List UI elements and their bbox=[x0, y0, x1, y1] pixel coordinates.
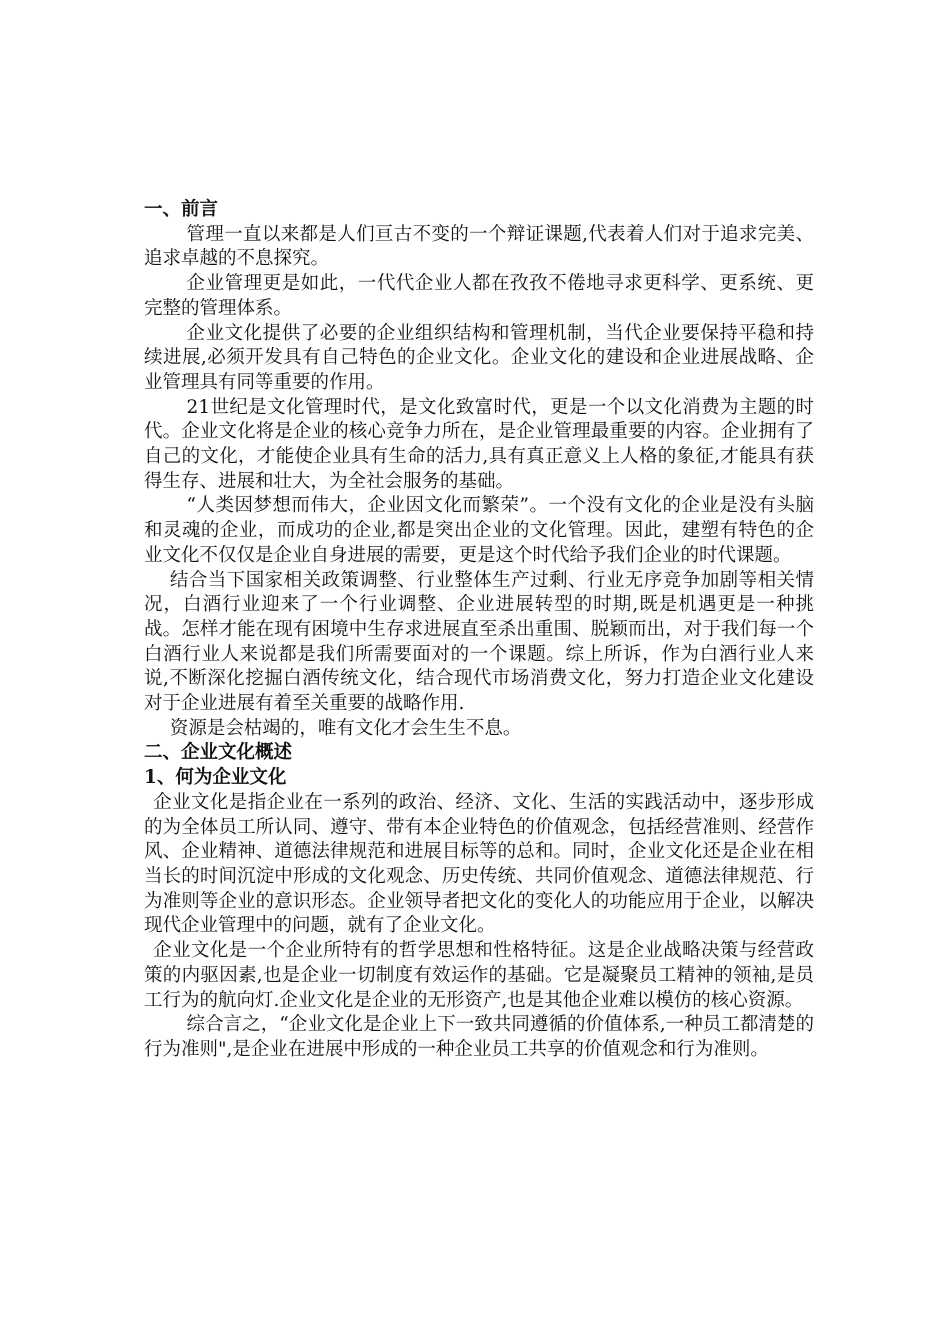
paragraph: 综合言之，“企业文化是企业上下一致共同遵循的价值体系,一种员工都清楚的行为准则",是企业在进展中形成的一种企业员工共享的价值观念和行为准则。 bbox=[144, 1014, 814, 1060]
paragraph: 管理一直以来都是人们亘古不变的一个辩证课题,代表着人们对于追求完美、追求卓越的不息探究。 bbox=[144, 223, 814, 270]
document-page bbox=[144, 198, 814, 1063]
paragraph: “人类因梦想而伟大，企业因文化而繁荣”。一个没有文化的企业是没有头脑和灵魂的企业，而成功的企业,都是突出企业的文化管理。因此，建塑有特色的企业文化不仅仅是企业自身进展的需要，更是这个时代给予我们企业的时代课题。 bbox=[144, 495, 814, 566]
section-heading-overview: 二、企业文化概述 bbox=[144, 742, 293, 764]
paragraph: 结合当下国家相关政策调整、行业整体生产过剩、行业无序竞争加剧等相关情况，白酒行业迎来了一个行业调整、企业进展转型的时期,既是机遇更是一种挑战。怎样才能在现有困境中生存求进展直至杀出重围、脱颖而出，对于我们每一个白酒行业人来说都是我们所需要面对的一个课题。综上所诉，作为白酒行业人来说,不断深化挖掘白酒传统文化，结合现代市场消费文化，努力打造企业文化建设对于企业进展有着至关重要的战略作用. bbox=[144, 569, 814, 715]
paragraph: 企业文化是一个企业所特有的哲学思想和性格特征。这是企业战略决策与经营政策的内驱因素,也是企业一切制度有效运作的基础。它是凝聚员工精神的领袖,是员工行为的航向灯.企业文化是企业的无形资产,也是其他企业难以模仿的核心资源。 bbox=[144, 940, 814, 1011]
paragraph: 企业文化是指企业在一系列的政治、经济、文化、生活的实践活动中，逐步形成的为全体员工所认同、遵守、带有本企业特色的价值观念，包括经营准则、经营作风、企业精神、道德法律规范和进展目标等的总和。同时，企业文化还是企业在相当长的时间沉淀中形成的文化观念、历史传统、共同价值观念、道德法律规范、行为准则等企业的意识形态。企业领导者把文化的变化人的功能应用于企业，以解决现代企业管理中的问题，就有了企业文化。 bbox=[144, 791, 814, 937]
paragraph: 21世纪是文化管理时代，是文化致富时代，更是一个以文化消费为主题的时代。企业文化将是企业的核心竞争力所在，是企业管理最重要的内容。企业拥有了自己的文化，才能使企业具有生命的活力,具有真正意义上人格的象征,才能具有获得生存、进展和壮大，为全社会服务的基础。 bbox=[144, 396, 814, 492]
paragraph: 企业文化提供了必要的企业组织结构和管理机制，当代企业要保持平稳和持续进展,必须开发具有自己特色的企业文化。企业文化的建设和企业进展战略、企业管理具有同等重要的作用。 bbox=[144, 322, 814, 393]
paragraph: 资源是会枯竭的，唯有文化才会生生不息。 bbox=[169, 717, 522, 739]
subsection-heading: 1、何为企业文化 bbox=[144, 767, 287, 789]
paragraph: 企业管理更是如此，一代代企业人都在孜孜不倦地寻求更科学、更系统、更完整的管理体系。 bbox=[144, 273, 814, 319]
section-heading-preface: 一、前言 bbox=[144, 199, 219, 220]
